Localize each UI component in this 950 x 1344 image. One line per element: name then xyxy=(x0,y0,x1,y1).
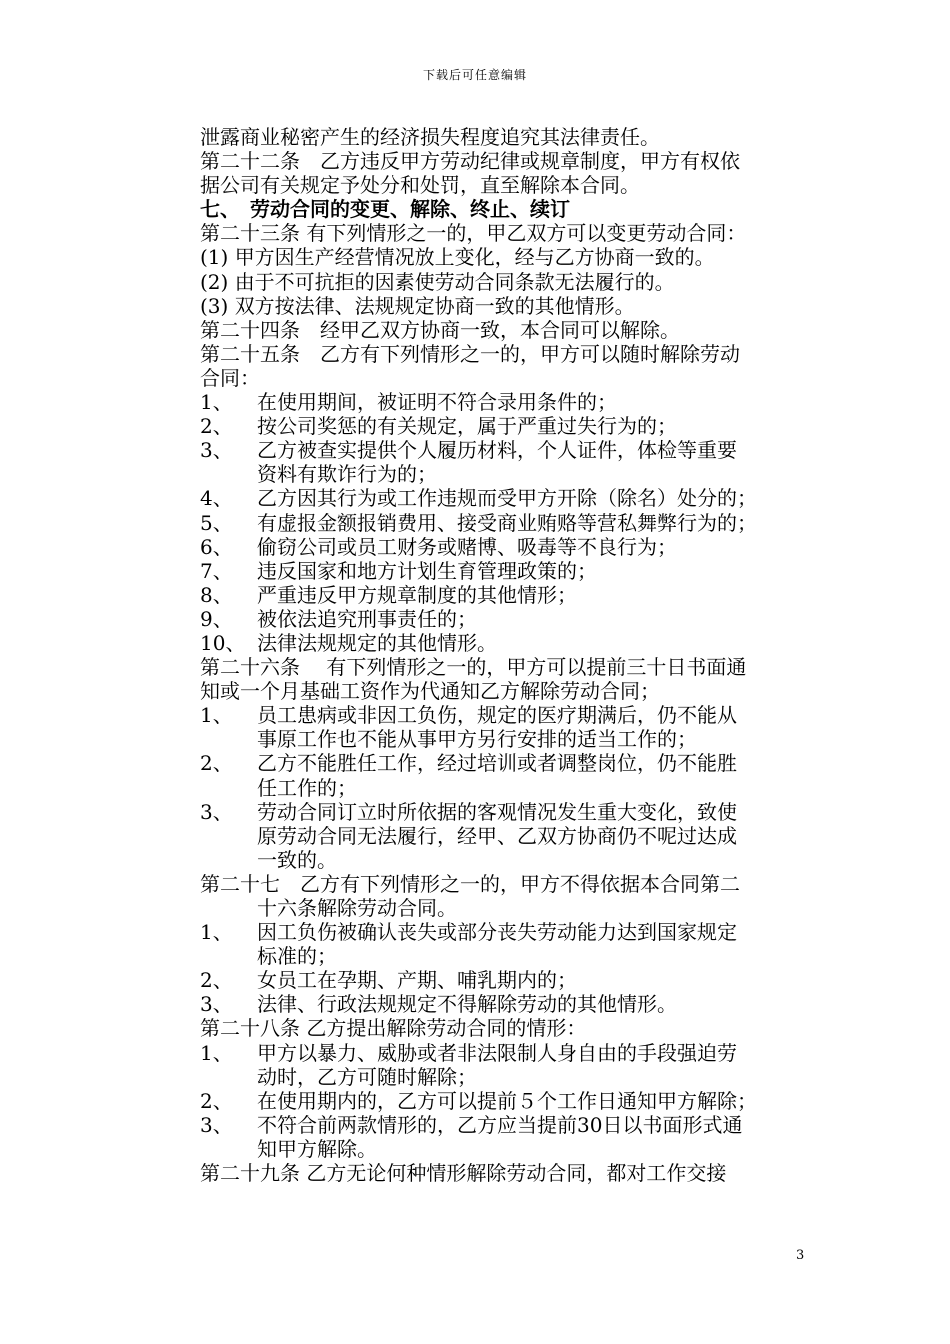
list-item xyxy=(200,703,812,727)
paragraph-line: 第二十九条 乙方无论何种情形解除劳动合同，都对工作交接 xyxy=(200,1161,727,1186)
section-heading: 七、 劳动合同的变更、解除、终止、续订 xyxy=(200,197,570,222)
page-number: 3 xyxy=(796,1248,805,1263)
list-item-text: 法律、行政法规规定不得解除劳动的其他情形。 xyxy=(257,992,677,1017)
list-item xyxy=(200,486,812,510)
paragraph-line: 第二十五条 乙方有下列情形之一的，甲方可以随时解除劳动 xyxy=(200,341,740,366)
list-item xyxy=(200,511,812,535)
list-item-text: 违反国家和地方计划生育管理政策的； xyxy=(257,558,597,583)
list-item-text: 乙方被查实提供个人履历材料，个人证件，体检等重要 xyxy=(257,438,737,463)
list-item xyxy=(200,1041,812,1065)
paragraph-line: 泄露商业秘密产生的经济损失程度追究其法律责任。 xyxy=(200,125,660,149)
paragraph-line: 第二十八条 乙方提出解除劳动合同的情形： xyxy=(200,1016,587,1041)
list-item xyxy=(200,438,812,462)
list-item-text: 偷窃公司或员工财务或赌博、吸毒等不良行为； xyxy=(257,534,677,559)
list-item-text: 甲方以暴力、威胁或者非法限制人身自由的手段强迫劳 xyxy=(257,1040,737,1065)
paragraph-line: (3) 双方按法律、法规规定协商一致的其他情形。 xyxy=(200,293,635,318)
paragraph-line: 据公司有关规定予处分和处罚，直至解除本合同。 xyxy=(200,173,640,198)
paragraph-line: 第二十六条 有下列情形之一的，甲方可以提前三十日书面通 xyxy=(200,655,747,680)
list-item-text: 女员工在孕期、产期、哺乳期内的； xyxy=(257,968,577,993)
list-item-number: 2、 xyxy=(200,1088,233,1113)
paragraph-line: 第二十四条 经甲乙双方协商一致，本合同可以解除。 xyxy=(200,317,680,342)
list-item xyxy=(200,607,812,631)
list-item-number: 8、 xyxy=(200,582,233,607)
paragraph-line: 第二十二条 乙方违反甲方劳动纪律或规章制度，甲方有权依 xyxy=(200,149,740,174)
paragraph-line: 第二十三条 有下列情形之一的，甲乙双方可以变更劳动合同： xyxy=(200,221,747,246)
list-item-number: 1、 xyxy=(200,920,233,945)
continuation-line: 任工作的； xyxy=(257,775,357,800)
list-item-text: 乙方因其行为或工作违规而受甲方开除（除名）处分的； xyxy=(257,486,757,511)
list-item-text: 在使用期间，被证明不符合录用条件的； xyxy=(257,390,617,415)
list-item xyxy=(200,1089,812,1113)
document-body xyxy=(200,125,812,1185)
list-item-number: 1、 xyxy=(200,1040,233,1065)
continuation-line: 一致的。 xyxy=(257,847,337,872)
list-item-number: 5、 xyxy=(200,510,233,535)
continuation-line: 十六条解除劳动合同。 xyxy=(257,896,457,920)
continuation-line: 标准的； xyxy=(257,944,337,969)
list-item xyxy=(200,992,812,1016)
list-item-text: 乙方不能胜任工作，经过培训或者调整岗位，仍不能胜 xyxy=(257,751,737,776)
continuation-line: 知甲方解除。 xyxy=(257,1136,377,1161)
list-item-number: 3、 xyxy=(200,1112,233,1137)
list-item-number: 3、 xyxy=(200,992,233,1017)
list-item-number: 3、 xyxy=(200,438,233,463)
list-item xyxy=(200,390,812,414)
list-item-text: 严重违反甲方规章制度的其他情形； xyxy=(257,582,577,607)
list-item xyxy=(200,535,812,559)
list-item-text: 被依法追究刑事责任的； xyxy=(257,606,477,631)
list-item-text: 因工负伤被确认丧失或部分丧失劳动能力达到国家规定 xyxy=(257,920,737,945)
continuation-line: 资料有欺诈行为的； xyxy=(257,462,437,487)
continuation-line: 原劳动合同无法履行，经甲、乙双方协商仍不呢过达成 xyxy=(257,823,737,848)
paragraph-line: 合同： xyxy=(200,365,260,390)
list-item-number: 2、 xyxy=(200,414,233,439)
list-item-text: 劳动合同订立时所依据的客观情况发生重大变化，致使 xyxy=(257,799,737,824)
list-item xyxy=(200,800,812,824)
list-item-text: 员工患病或非因工负伤，规定的医疗期满后，仍不能从 xyxy=(257,703,737,728)
list-item xyxy=(200,583,812,607)
paragraph-line: (2) 由于不可抗拒的因素使劳动合同条款无法履行的。 xyxy=(200,269,675,294)
list-item xyxy=(200,1113,812,1137)
list-item-number: 2、 xyxy=(200,968,233,993)
list-item xyxy=(200,751,812,775)
continuation-line: 动时，乙方可随时解除； xyxy=(257,1064,477,1089)
paragraph-line: 知或一个月基础工资作为代通知乙方解除劳动合同； xyxy=(200,679,660,704)
list-item-number: 10、 xyxy=(200,630,246,655)
paragraph-line: (1) 甲方因生产经营情况放上变化，经与乙方协商一致的。 xyxy=(200,245,715,270)
list-item-number: 6、 xyxy=(200,534,233,559)
continuation-line: 事原工作也不能从事甲方另行安排的适当工作的； xyxy=(257,727,697,752)
list-item-text: 法律法规规定的其他情形。 xyxy=(257,630,497,655)
list-item-number: 7、 xyxy=(200,558,233,583)
list-item xyxy=(200,631,812,655)
list-item xyxy=(200,559,812,583)
list-item-number: 1、 xyxy=(200,390,233,415)
list-item-text: 在使用期内的，乙方可以提前５个工作日通知甲方解除； xyxy=(257,1088,757,1113)
list-item-number: 1、 xyxy=(200,703,233,728)
list-item-number: 3、 xyxy=(200,799,233,824)
page-header: 下载后可任意编辑 xyxy=(422,68,527,82)
list-item-number: 9、 xyxy=(200,606,233,631)
list-item xyxy=(200,414,812,438)
list-item-number: 4、 xyxy=(200,486,233,511)
list-item-number: 2、 xyxy=(200,751,233,776)
list-item xyxy=(200,920,812,944)
list-item-text: 不符合前两款情形的，乙方应当提前30日以书面形式通 xyxy=(257,1112,743,1137)
paragraph-line: 第二十七 乙方有下列情形之一的，甲方不得依据本合同第二 xyxy=(200,871,740,896)
list-item-text: 按公司奖惩的有关规定，属于严重过失行为的； xyxy=(257,414,677,439)
list-item xyxy=(200,968,812,992)
list-item-text: 有虚报金额报销费用、接受商业贿赂等营私舞弊行为的； xyxy=(257,510,757,535)
